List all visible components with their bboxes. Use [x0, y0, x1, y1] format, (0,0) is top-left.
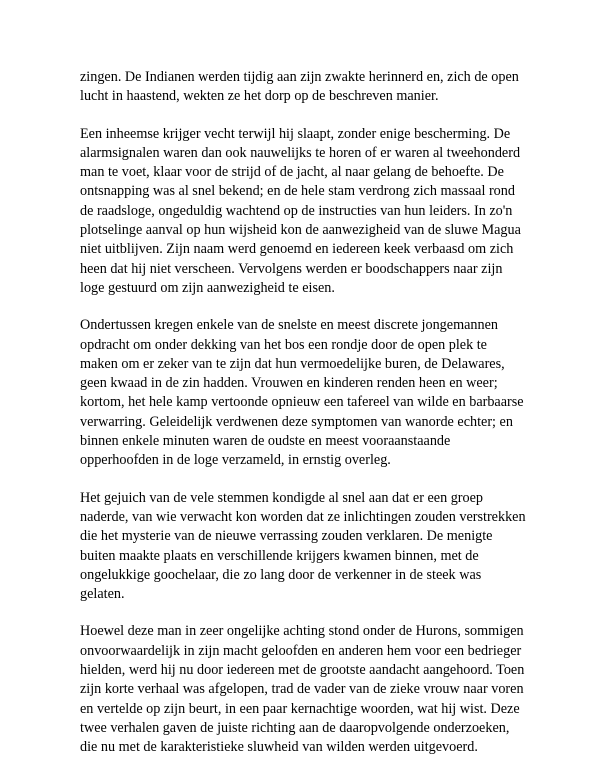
paragraph-1: zingen. De Indianen werden tijdig aan zijn zwakte herinnerd en, zich de open lucht in haastend, wekten ze het dorp op de beschreven manier.: [80, 69, 519, 105]
paragraph-5: Hoewel deze man in zeer ongelijke achting stond onder de Hurons, sommigen onvoorwaardelijk in zijn macht geloofden en anderen hem voor een bedrieger hielden, werd hij nu door iedereen met de grootste aandacht aangehoord. Toen zijn korte verhaal was afgelopen, trad de vader van de zieke vrouw naar voren en vertelde op zijn beurt, in een paar kernachtige woorden, wat hij wist. Deze twee verhalen gaven de juiste richting aan de daaropvolgende onderzoeken, die nu met de karakteristieke sluwheid van wilden werden uitgevoerd.: [80, 623, 525, 756]
paragraph-4: Het gejuich van de vele stemmen kondigde al snel aan dat er een groep naderde, van wie verwacht kon worden dat ze inlichtingen zouden verstrekken die het mysterie van de nieuwe verrassing zouden verklaren. De menigte buiten maakte plaats en verschillende krijgers kwamen binnen, met de ongelukkige goochelaar, die zo lang door de verkenner in de steek was gelaten.: [80, 489, 526, 603]
paragraph-2: Een inheemse krijger vecht terwijl hij slaapt, zonder enige bescherming. De alarmsignalen waren dan ook nauwelijks te horen of er waren al tweehonderd man te voet, klaar voor de strijd of de jacht, al naar gelang de behoefte. De ontsnapping was al snel bekend; en de hele stam verdrong zich massaal rond de raadsloge, ongeduldig wachtend op de instructies van hun leiders. In zo'n plotselinge aanval op hun wijsheid kon de aanwezigheid van de sluwe Magua niet uitblijven. Zijn naam werd genoemd en iedereen keek verbaasd om zich heen dat hij niet verscheen. Vervolgens werden er boodschappers naar zijn loge gestuurd om zijn aanwezigheid te eisen.: [80, 125, 521, 296]
paragraph-3: Ondertussen kregen enkele van de snelste en meest discrete jongemannen opdracht om onder dekking van het bos een rondje door de open plek te maken om er zeker van te zijn dat hun vermoedelijke buren, de Delawares, geen kwaad in de zin hadden. Vrouwen en kinderen renden heen en weer; kortom, het hele kamp vertoonde opnieuw een tafereel van wilde en barbaarse verwarring. Geleidelijk verdwenen deze symptomen van wanorde echter; en binnen enkele minuten waren de oudste en meest vooraanstaande opperhoofden in de loge verzameld, in ernstig overleg.: [80, 317, 524, 469]
